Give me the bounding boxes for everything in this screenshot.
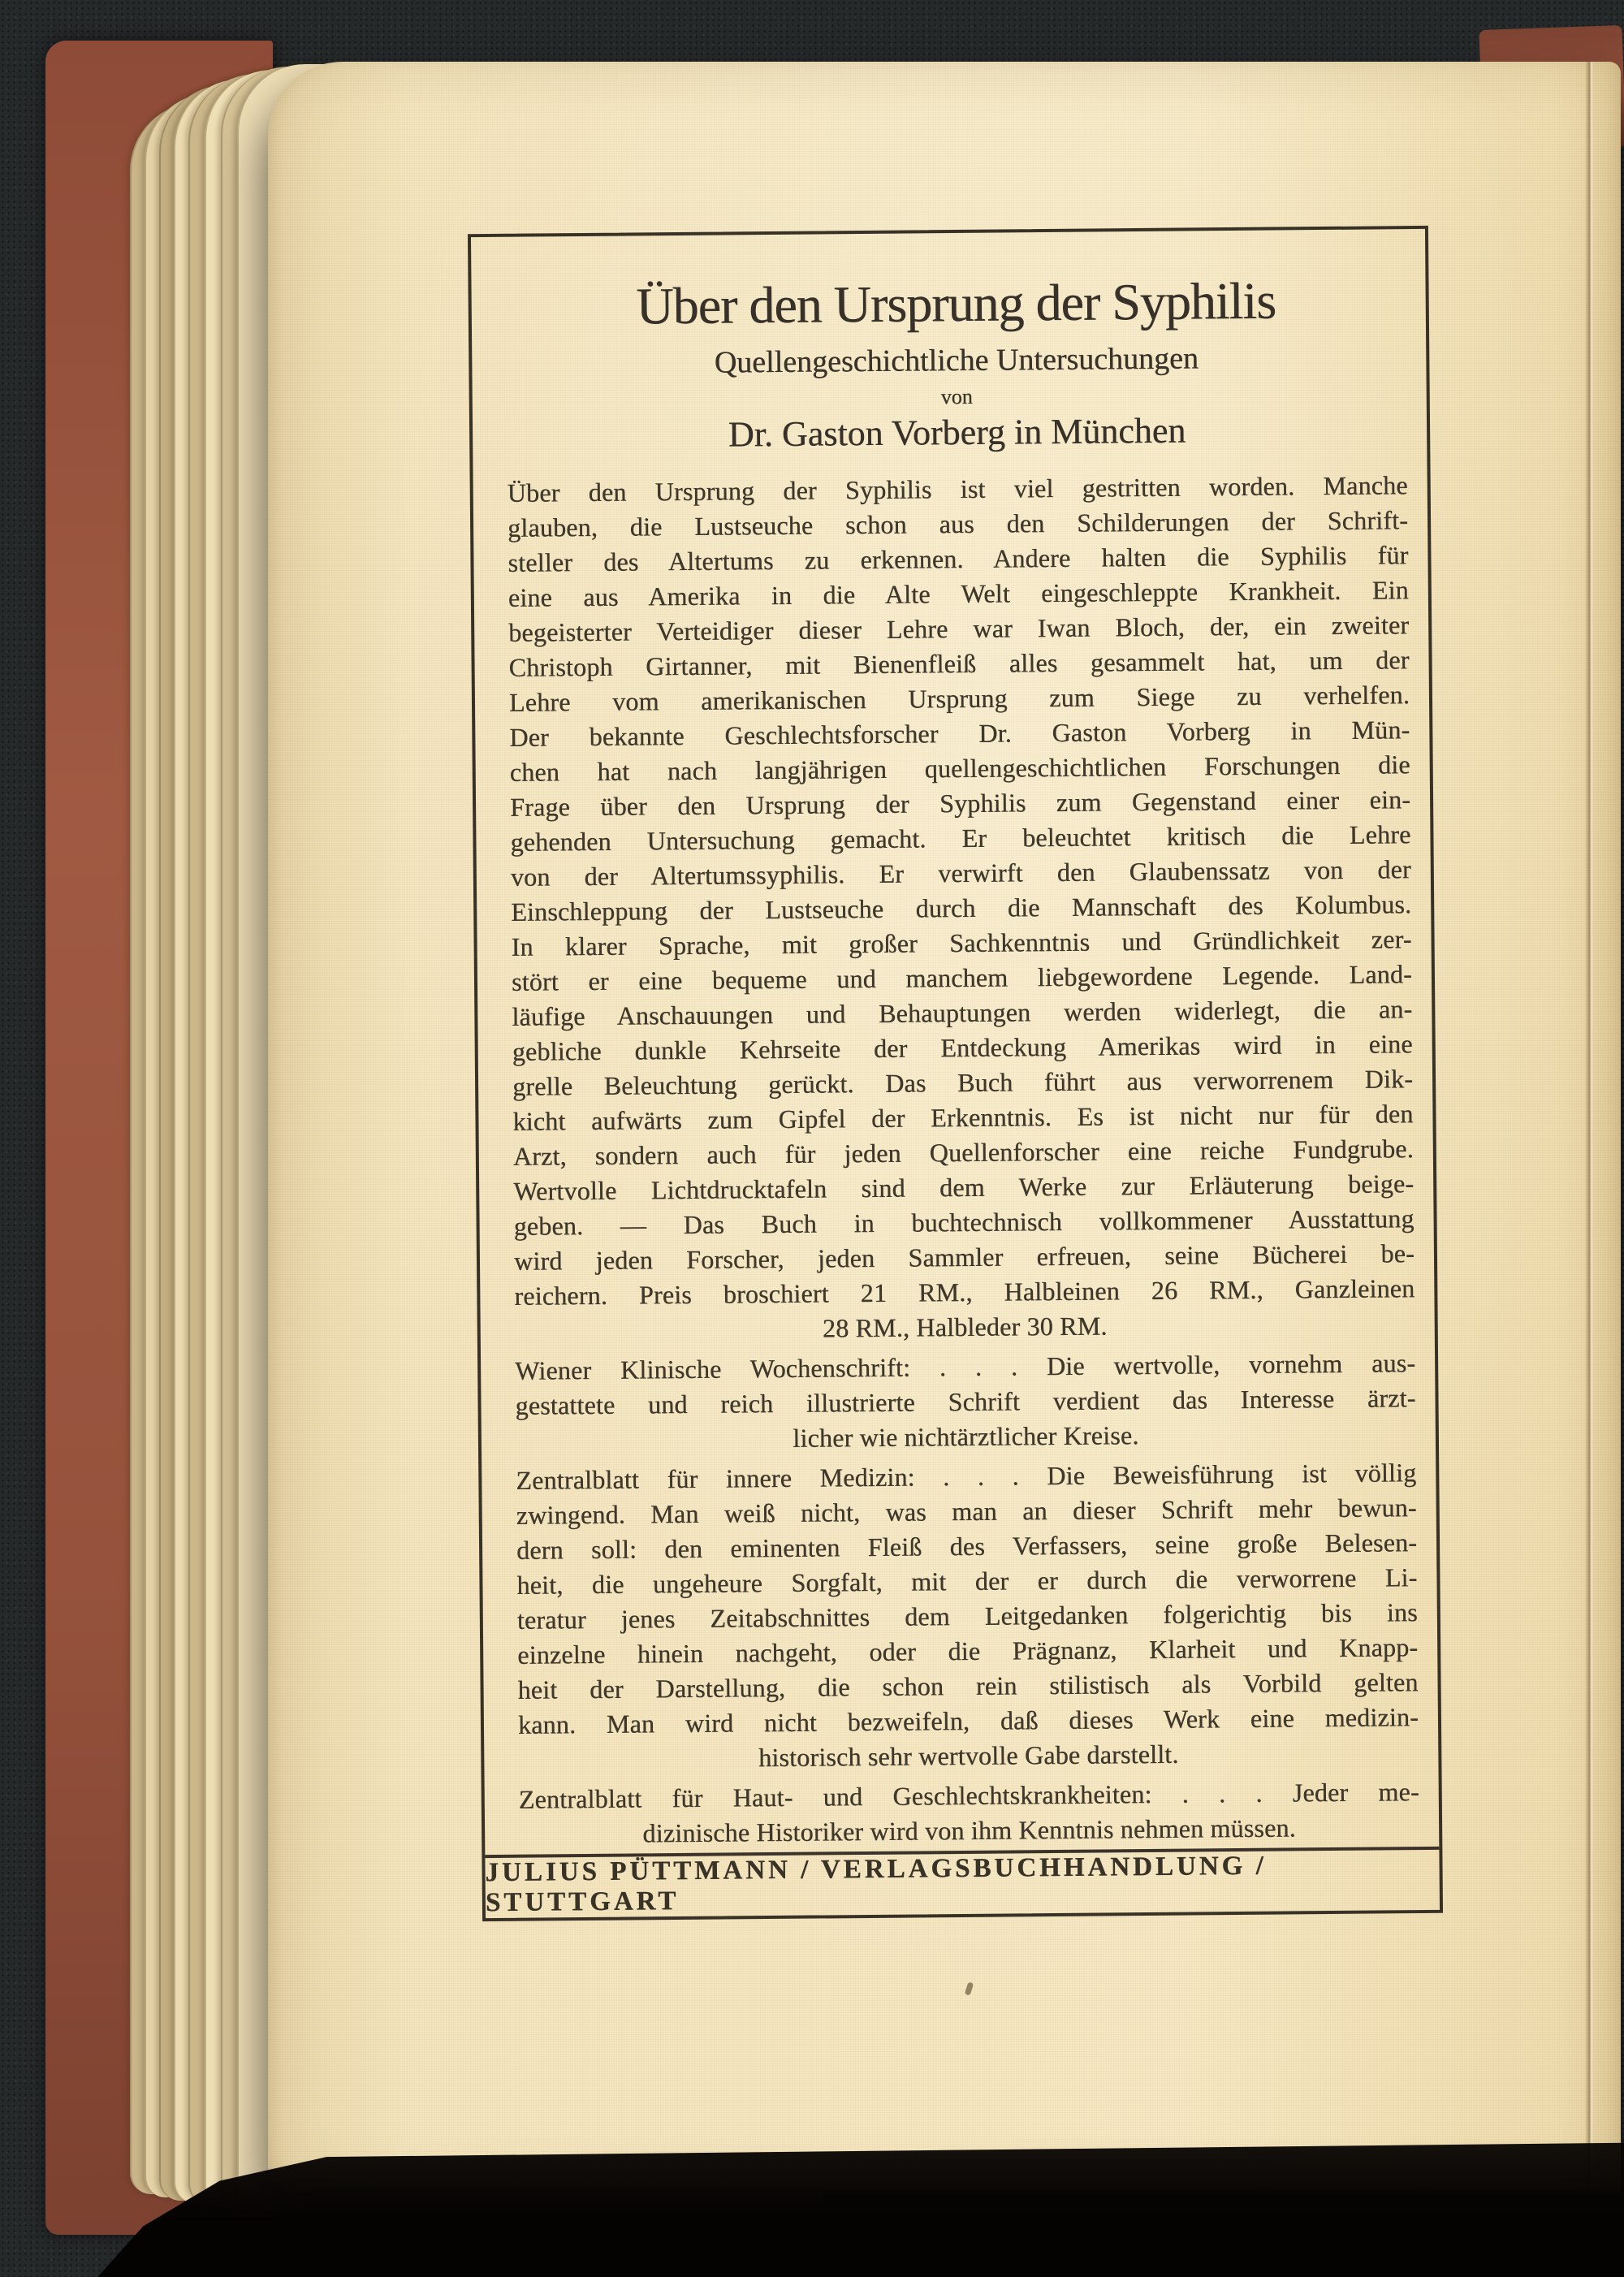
publisher-line: JULIUS PÜTTMANN / VERLAGSBUCHHANDLUNG / STUTTGART: [485, 1851, 1267, 1918]
text-line: dizinische Historiker wird von ihm Kenntnis nehmen müssen.: [642, 1813, 1296, 1848]
text-line: Der bekannte Geschlechtsforscher Dr. Gaston Vorberg in Mün-: [509, 715, 1410, 752]
text-line: reichern. Preis broschiert 21 RM., Halbleinen 26 RM., Ganzleinen: [514, 1273, 1415, 1311]
text-line: heit, die ungeheure Sorgfalt, mit der er durch die verworrene Li-: [516, 1562, 1418, 1600]
text-line: zwingend. Man weiß nicht, was man an dieser Schrift mehr bewun-: [516, 1493, 1417, 1530]
text-line: dern soll: den eminenten Fleiß des Verfassers, seine große Belesen-: [516, 1527, 1418, 1565]
advert-author: Dr. Gaston Vorberg in München: [728, 410, 1186, 455]
text-line: eine aus Amerika in die Alte Welt eingeschleppte Krankheit. Ein: [508, 575, 1409, 612]
page-gutter-crease: [1585, 62, 1593, 2191]
publisher-band: [485, 1847, 1440, 1918]
text-line: Christoph Girtanner, mit Bienenfleiß alles gesammelt hat, um der: [508, 645, 1410, 682]
advert-paragraph-zentralblatt-innere-medizin: [516, 1455, 1419, 1778]
advert-box: [468, 226, 1443, 1921]
text-line: Zentralblatt für innere Medizin: . . . Die Beweisführung ist völlig: [516, 1458, 1417, 1495]
advert-content: [471, 229, 1439, 1855]
text-line: grelle Beleuchtung gerückt. Das Buch führt aus verworrenem Dik-: [512, 1064, 1414, 1101]
text-line: licher wie nichtärztlicher Kreise.: [793, 1420, 1139, 1453]
text-line: kicht aufwärts zum Gipfel der Erkenntnis. Es ist nicht nur für den: [512, 1099, 1414, 1136]
text-line: wird jeden Forscher, jeden Sammler erfreuen, seine Bücherei be-: [513, 1238, 1415, 1276]
text-line: einzelne hinein nachgeht, oder die Prägnanz, Klarheit und Knapp-: [517, 1632, 1419, 1670]
text-line: Über den Ursprung der Syphilis ist viel gestritten worden. Manche: [507, 470, 1408, 508]
text-line: gebliche dunkle Kehrseite der Entdeckung Amerikas wird in eine: [512, 1029, 1413, 1066]
text-line: Zentralblatt für Haut- und Geschlechtskrankheiten: . . . Jeder me-: [518, 1777, 1419, 1814]
text-line: begeisterter Verteidiger dieser Lehre war Iwan Bloch, der, ein zweiter: [508, 610, 1410, 647]
text-line: teratur jenes Zeitabschnittes dem Leitgedanken folgerichtig bis ins: [516, 1597, 1418, 1635]
text-line: 28 RM., Halbleder 30 RM.: [822, 1311, 1108, 1343]
text-line: chen hat nach langjährigen quellengeschichtlichen Forschungen die: [509, 750, 1410, 787]
text-line: stört er eine bequeme und manchem liebgewordene Legende. Land-: [511, 959, 1413, 996]
text-line: gehenden Untersuchung gemacht. Er beleuchtet kritisch die Lehre: [510, 819, 1411, 857]
text-line: Frage über den Ursprung der Syphilis zum Gegenstand einer ein-: [509, 784, 1411, 822]
advert-subtitle: Quellengeschichtliche Untersuchungen: [714, 341, 1199, 380]
text-line: In klarer Sprache, mit großer Sachkenntnis und Gründlichkeit zer-: [511, 924, 1412, 961]
advert-title: Über den Ursprung der Syphilis: [636, 271, 1276, 335]
advert-paragraph-wiener-klinische-wochenschrift: [515, 1346, 1416, 1458]
text-line: Wertvolle Lichtdrucktafeln sind dem Werke zur Erläuterung beige-: [513, 1169, 1415, 1206]
text-line: geben. — Das Buch in buchtechnisch vollkommener Ausstattung: [513, 1203, 1415, 1241]
text-line: steller des Altertums zu erkennen. Andere halten die Syphilis für: [508, 540, 1409, 577]
advert-byline: von: [940, 384, 973, 409]
text-line: von der Altertumssyphilis. Er verwirft den Glaubenssatz von der: [510, 854, 1411, 892]
text-line: heit der Darstellung, die schon rein stilistisch als Vorbild gelten: [517, 1667, 1419, 1705]
text-line: Einschleppung der Lustseuche durch die Mannschaft des Kolumbus.: [511, 889, 1412, 927]
advert-paragraph-main: [508, 468, 1415, 1349]
text-line: Arzt, sondern auch für jeden Quellenforscher eine reiche Fundgrube.: [512, 1134, 1414, 1171]
text-line: kann. Man wird nicht bezweifeln, daß dieses Werk eine medizin-: [517, 1702, 1419, 1739]
text-line: Wiener Klinische Wochenschrift: . . . Die wertvolle, vornehm aus-: [515, 1348, 1416, 1385]
book-page: [268, 62, 1621, 2191]
advert-body: [508, 468, 1420, 1852]
text-line: läufige Anschauungen und Behauptungen werden widerlegt, die an-: [512, 994, 1413, 1031]
text-line: Lehre vom amerikanischen Ursprung zum Siege zu verhelfen.: [508, 680, 1410, 717]
text-line: glauben, die Lustseuche schon aus den Schilderungen der Schrift-: [507, 505, 1409, 542]
book-bottom-shadow: [97, 2136, 1624, 2277]
stray-ink-mark: [965, 1981, 974, 1995]
text-line: gestattete und reich illustrierte Schrift verdient das Interesse ärzt-: [515, 1383, 1416, 1420]
text-line: historisch sehr wertvolle Gabe darstellt.: [758, 1739, 1179, 1773]
advert-paragraph-zentralblatt-haut: [519, 1774, 1420, 1852]
